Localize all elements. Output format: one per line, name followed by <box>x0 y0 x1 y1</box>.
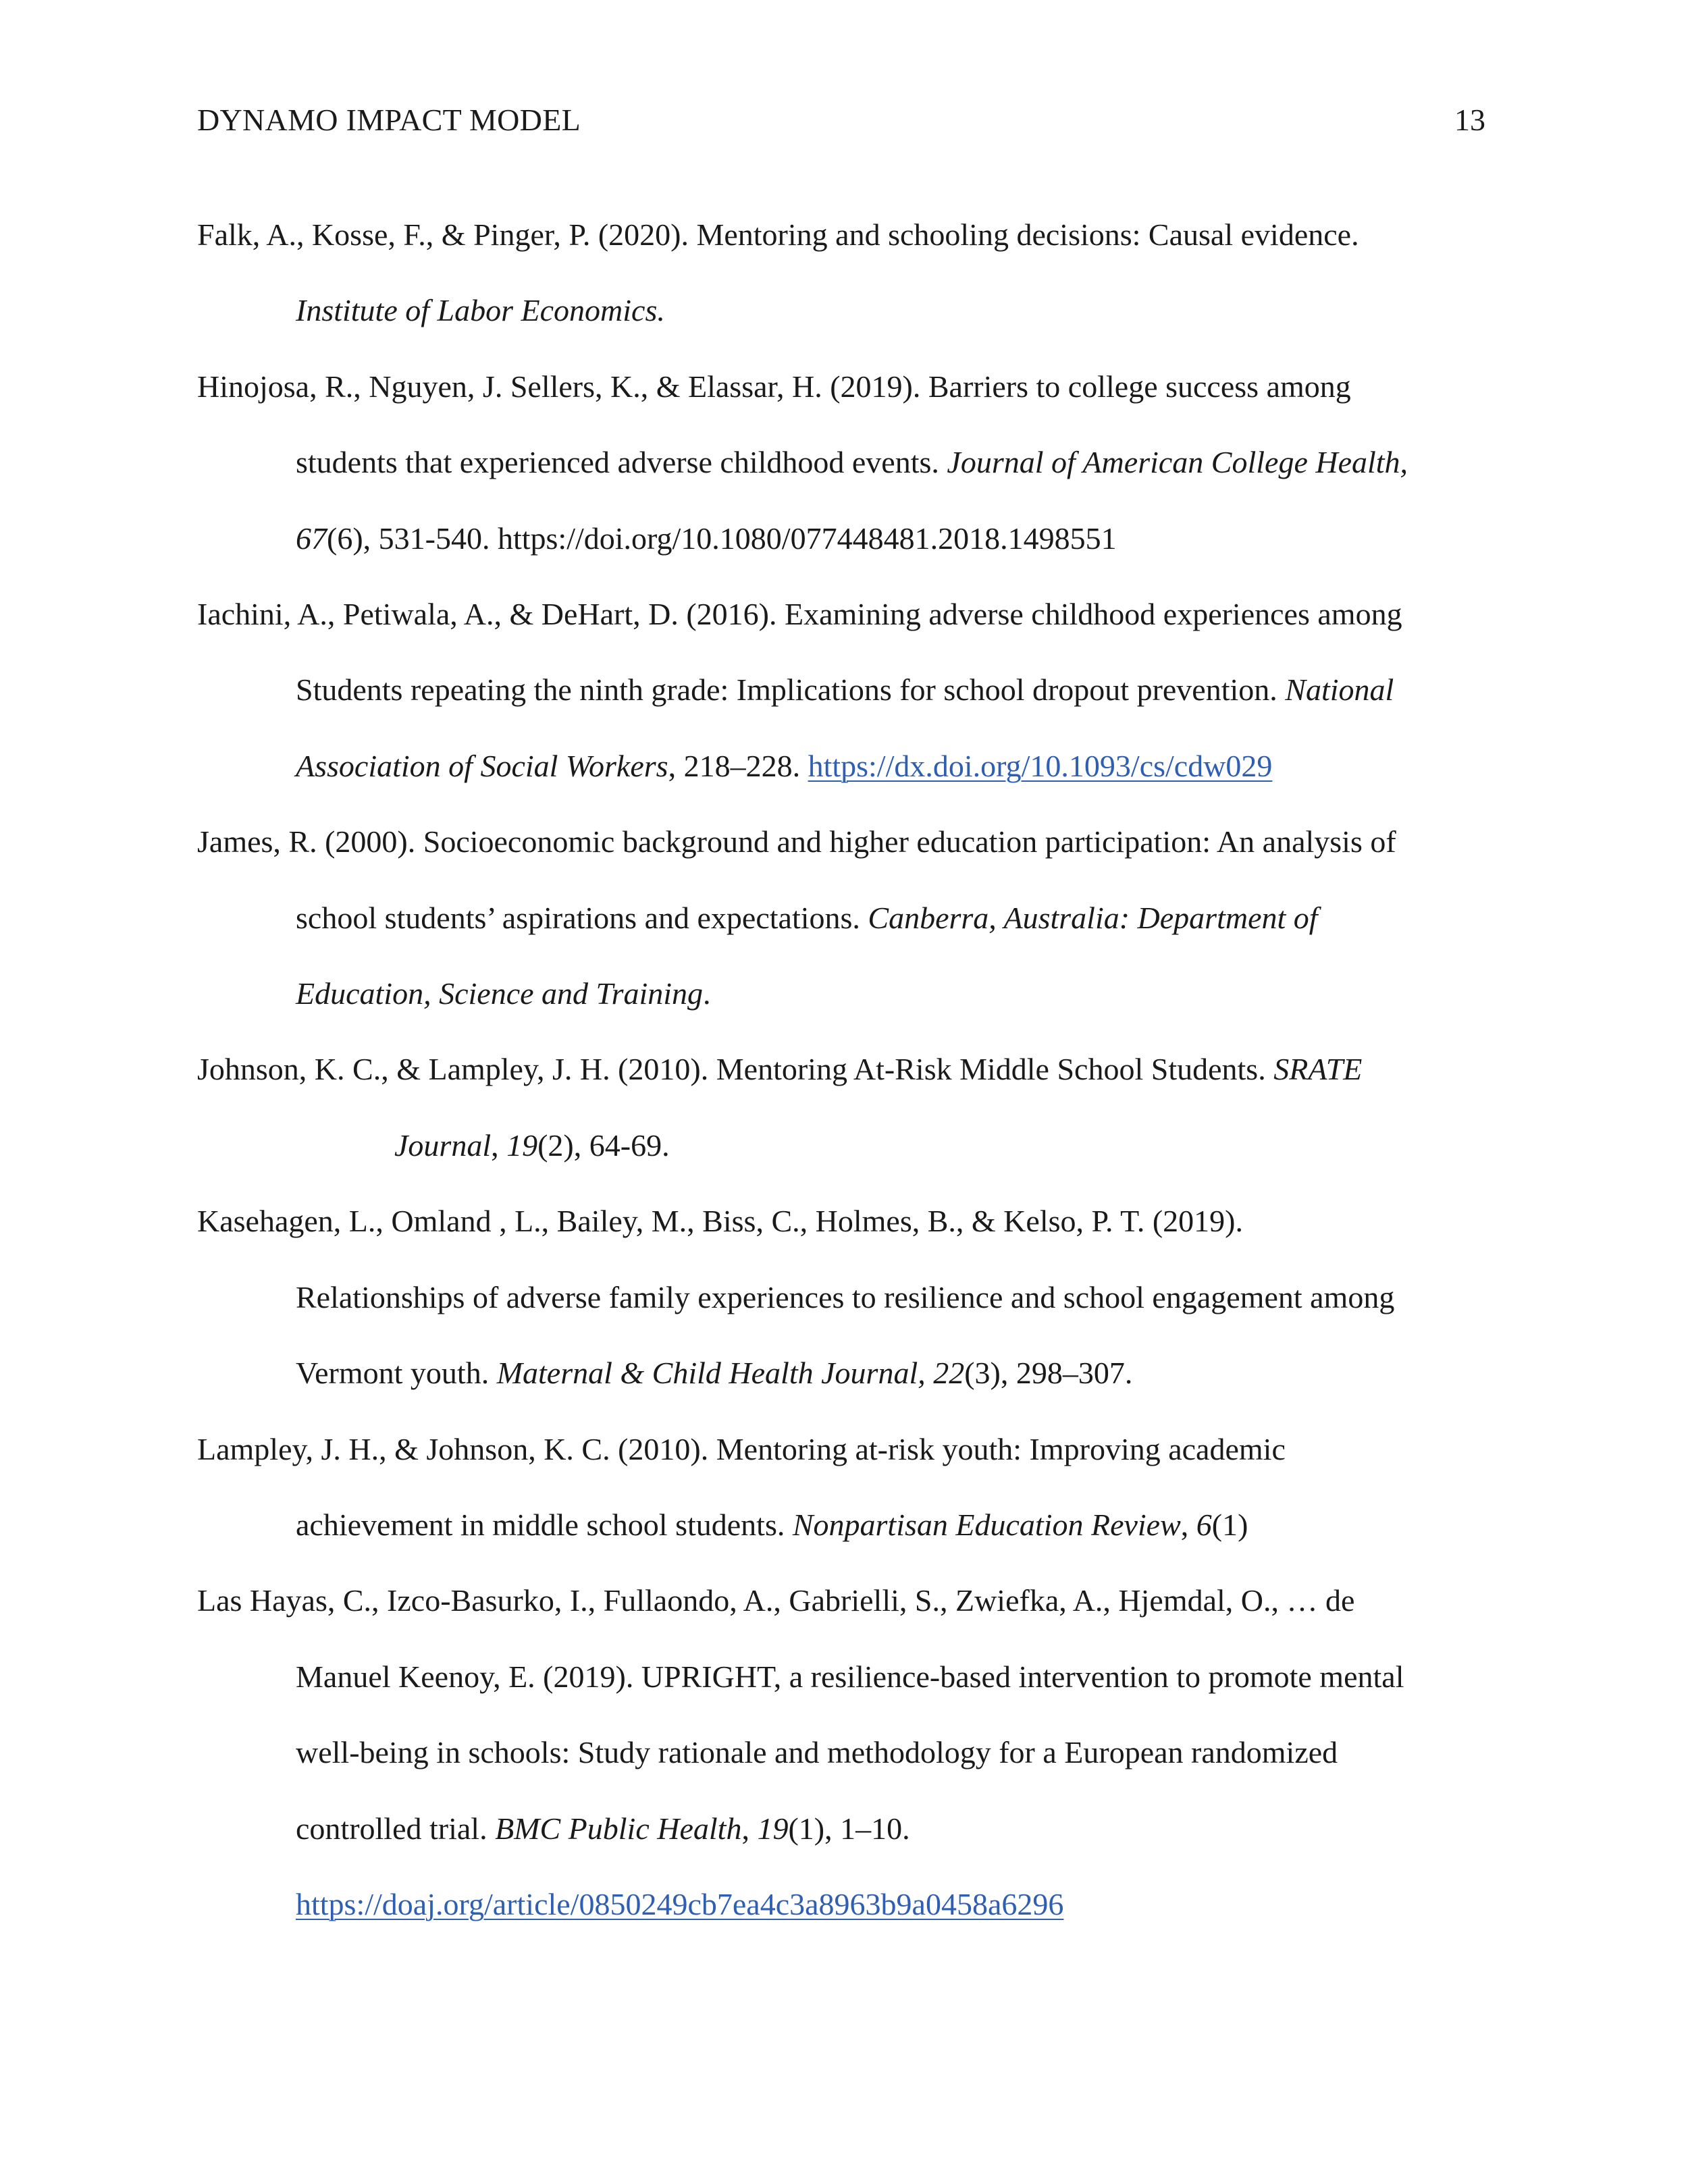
reference-text: (1) <box>1211 1507 1248 1542</box>
reference-text: achievement in middle school students. <box>296 1507 793 1542</box>
doi-link[interactable]: https://dx.doi.org/10.1093/cs/cdw029 <box>808 748 1273 783</box>
reference-text: controlled trial. <box>296 1811 496 1846</box>
reference-text: , 218–228. <box>668 748 808 783</box>
reference-source: SRATE <box>1273 1052 1363 1087</box>
reference-iachini-2016 <box>197 577 1485 804</box>
reference-text: (1), 1–10. <box>788 1811 910 1846</box>
reference-text: Relationships of adverse family experiences to resilience and school engagement among <box>296 1279 1395 1314</box>
reference-falk-2020 <box>197 197 1485 349</box>
reference-text: (3), 298–307. <box>964 1356 1133 1391</box>
reference-text: James, R. (2000). Socioeconomic background and higher education participation: An analysis of <box>197 824 1396 859</box>
reference-source: Education, Science and Training <box>296 976 704 1011</box>
reference-text: Vermont youth. <box>296 1356 497 1391</box>
reference-volume: 19 <box>757 1811 789 1846</box>
reference-source: Canberra, Australia: Department of <box>868 900 1318 935</box>
reference-list <box>197 197 1485 1942</box>
reference-text: Kasehagen, L., Omland , L., Bailey, M., Biss, C., Holmes, B., & Kelso, P. T. (2019). <box>197 1204 1243 1239</box>
reference-volume: 6 <box>1196 1507 1212 1542</box>
reference-lampley-2010 <box>197 1412 1485 1564</box>
reference-text: Falk, A., Kosse, F., & Pinger, P. (2020). Mentoring and schooling decisions: Causal evidence. <box>197 217 1359 252</box>
reference-text: (2), 64-69. <box>537 1127 670 1163</box>
reference-source: Journal of American College Health, <box>947 445 1408 480</box>
reference-text: well-being in schools: Study rationale and methodology for a European randomized <box>296 1735 1338 1770</box>
reference-source: National <box>1285 672 1394 708</box>
reference-text: . <box>703 976 711 1011</box>
reference-source: Association of Social Workers <box>296 748 668 783</box>
reference-text: , <box>1180 1507 1196 1542</box>
reference-text: Iachini, A., Petiwala, A., & DeHart, D. (2016). Examining adverse childhood experiences among <box>197 597 1402 632</box>
reference-kasehagen-2019 <box>197 1183 1485 1411</box>
reference-text: students that experienced adverse childhood events. <box>296 445 947 480</box>
page-number: 13 <box>1454 103 1485 137</box>
reference-hinojosa-2019 <box>197 349 1485 577</box>
reference-source: Maternal & Child Health Journal, 22 <box>496 1356 965 1391</box>
reference-source: BMC Public Health <box>495 1811 742 1846</box>
reference-text: Las Hayas, C., Izco-Basurko, I., Fullaondo, A., Gabrielli, S., Zwiefka, A., Hjemdal, O., … de <box>197 1583 1355 1618</box>
reference-text: , <box>741 1811 758 1846</box>
reference-volume: 19 <box>506 1127 538 1163</box>
reference-text: Lampley, J. H., & Johnson, K. C. (2010). Mentoring at-risk youth: Improving academic <box>197 1431 1286 1466</box>
reference-james-2000 <box>197 804 1485 1032</box>
reference-source: Journal <box>394 1127 492 1163</box>
reference-johnson-2010 <box>197 1032 1485 1183</box>
reference-text: Manuel Keenoy, E. (2019). UPRIGHT, a resilience-based intervention to promote mental <box>296 1659 1404 1694</box>
reference-las-hayas-2019 <box>197 1563 1485 1942</box>
reference-source: Nonpartisan Education Review <box>792 1507 1181 1542</box>
running-head: DYNAMO IMPACT MODEL <box>197 103 581 137</box>
reference-text: Hinojosa, R., Nguyen, J. Sellers, K., & Elassar, H. (2019). Barriers to college success among <box>197 369 1351 404</box>
doaj-link[interactable]: https://doaj.org/article/0850249cb7ea4c3a8963b9a0458a6296 <box>296 1886 1064 1921</box>
reference-text: Johnson, K. C., & Lampley, J. H. (2010). Mentoring At-Risk Middle School Students. <box>197 1052 1274 1087</box>
reference-text: school students’ aspirations and expectations. <box>296 900 868 935</box>
reference-text: Students repeating the ninth grade: Implications for school dropout prevention. <box>296 672 1286 708</box>
reference-volume: 67 <box>296 521 327 556</box>
reference-text: (6), 531-540. https://doi.org/10.1080/077448481.2018.1498551 <box>327 521 1117 556</box>
reference-text: , <box>491 1127 507 1163</box>
reference-source: Institute of Labor Economics. <box>296 293 665 328</box>
